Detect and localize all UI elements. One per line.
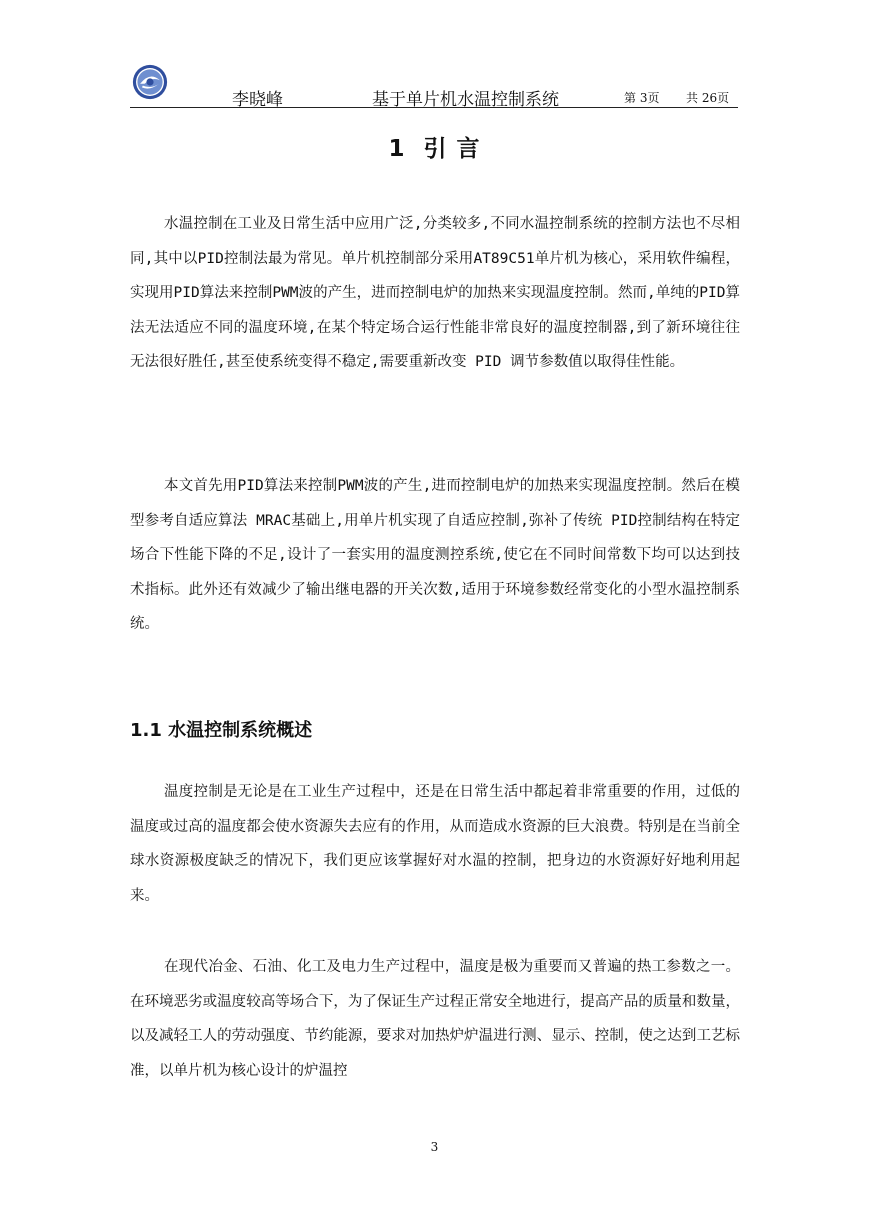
page-header (130, 58, 738, 108)
section-title: 1.1 水温控制系统概述 (130, 720, 313, 741)
paragraph: 本文首先用PID算法来控制PWM波的产生,进而控制电炉的加热来实现温度控制。然后在模型参考自适应算法 MRAC基础上,用单片机实现了自适应控制,弥补了传统 PID控制结构在特定场合下性能下降的不足,设计了一套实用的温度测控系统,使它在不同时间常数下均可以达到技术指标。此外还有效减少了输出继电器的开关次数,适用于环境参数经常变化的小型水温控制系统。 (130, 478, 740, 632)
chapter-number: 1 (388, 136, 406, 162)
header-author: 李晓峰 (232, 90, 283, 110)
page-number: 3 (430, 1140, 439, 1154)
paragraph: 在现代冶金、石油、化工及电力生产过程中，温度是极为重要而又普遍的热工参数之一。在环境恶劣或温度较高等场合下，为了保证生产过程正常安全地进行，提高产品的质量和数量，以及减轻工人的劳动强度、节约能源，要求对加热炉炉温进行测、显示、控制，使之达到工艺标准，以单片机为核心设计的炉温控 (130, 959, 740, 1079)
chapter-title-text: 引 言 (423, 136, 481, 162)
header-divider (130, 107, 738, 108)
chapter-title (0, 130, 869, 163)
paragraph: 温度控制是无论是在工业生产过程中，还是在日常生活中都起着非常重要的作用，过低的温度或过高的温度都会使水资源失去应有的作用，从而造成水资源的巨大浪费。特别是在当前全球水资源极度缺乏的情况下，我们更应该掌握好对水温的控制，把身边的水资源好好地利用起来。 (130, 784, 740, 904)
header-title: 基于单片机水温控制系统 (372, 90, 559, 110)
header-total-label: 共 26页 (686, 91, 730, 105)
paragraph: 水温控制在工业及日常生活中应用广泛,分类较多,不同水温控制系统的控制方法也不尽相同,其中以PID控制法最为常见。单片机控制部分采用AT89C51单片机为核心，采用软件编程，实现用PID算法来控制PWM波的产生，进而控制电炉的加热来实现温度控制。然而,单纯的PID算法无法适应不同的温度环境,在某个特定场合运行性能非常良好的温度控制器,到了新环境往往无法很好胜任,甚至使系统变得不稳定,需要重新改变 PID 调节参数值以取得佳性能。 (130, 216, 740, 370)
university-emblem-icon (132, 64, 168, 100)
header-page-label: 第 3页 (624, 91, 660, 105)
